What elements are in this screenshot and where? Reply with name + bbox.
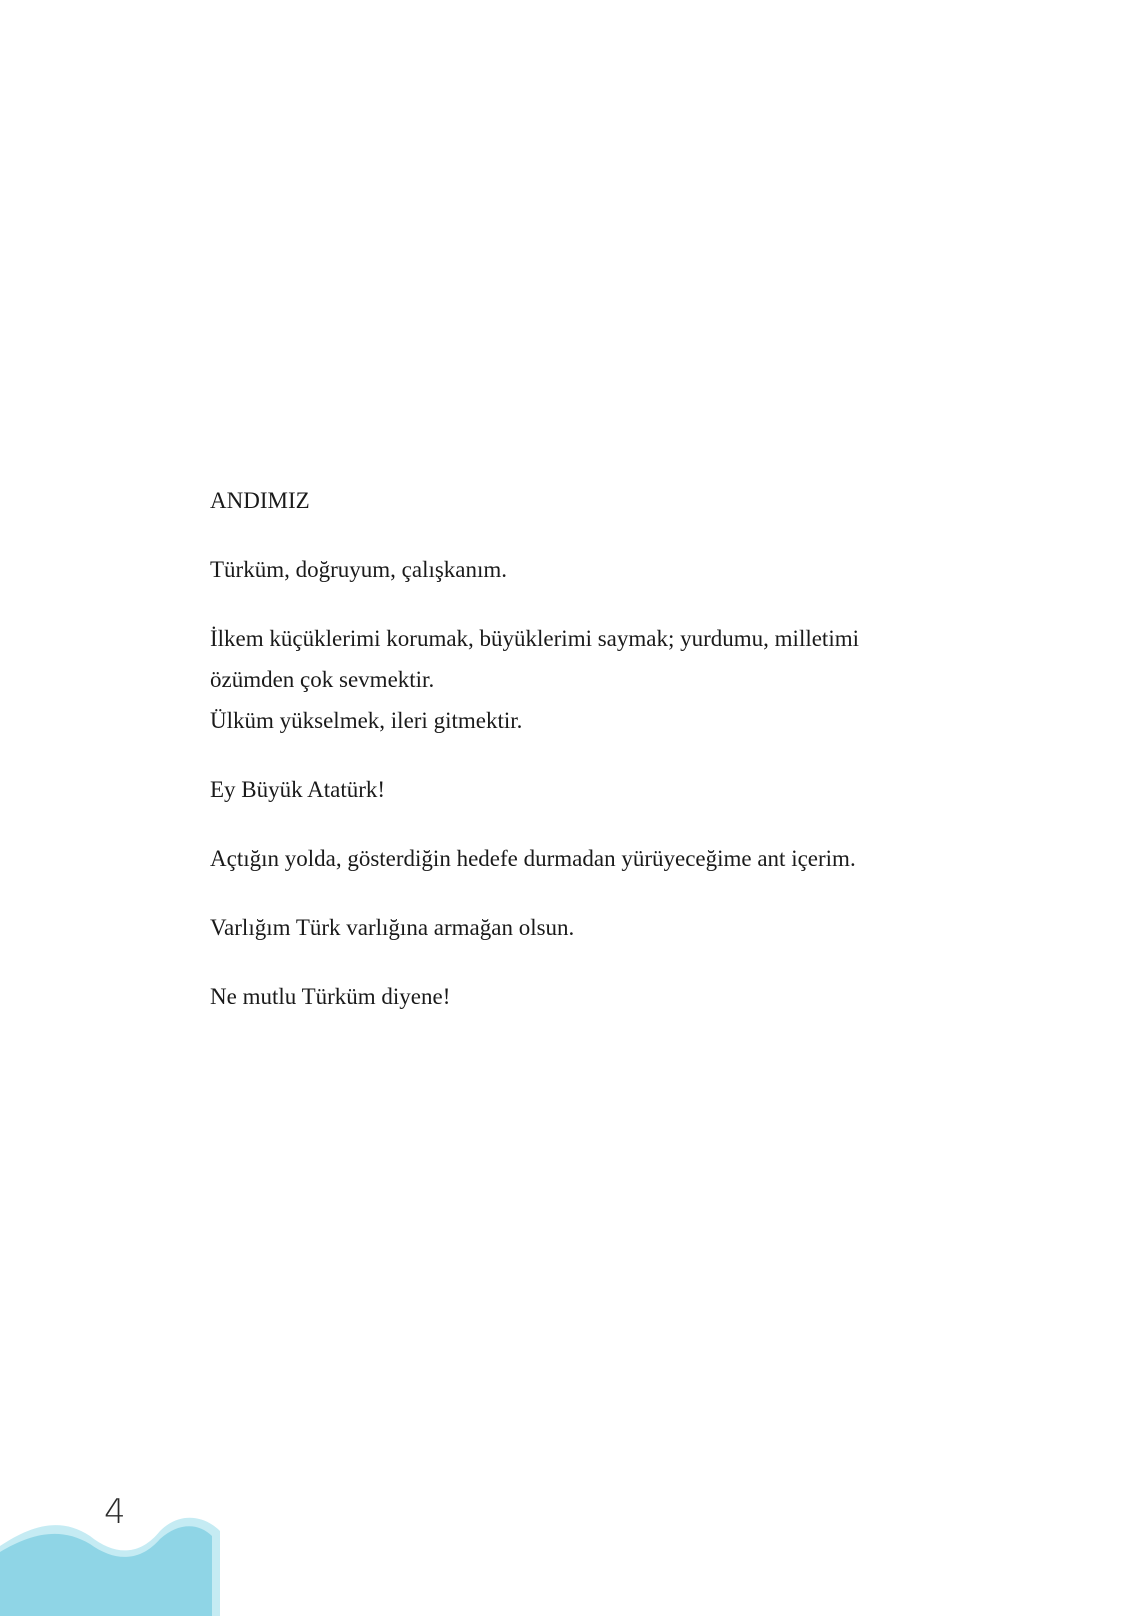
oath-line: Açtığın yolda, gösterdiğin hedefe durmadan yürüyeceğime ant içerim. [210, 846, 856, 871]
page-number: 4 [104, 1492, 126, 1532]
oath-line: özümden çok sevmektir. [210, 667, 435, 692]
oath-line: İlkem küçüklerimi korumak, büyüklerimi saymak; yurdumu, milletimi [210, 626, 859, 651]
document-title: ANDIMIZ [210, 488, 310, 513]
oath-line: Türküm, doğruyum, çalışkanım. [210, 557, 508, 582]
oath-line: Ne mutlu Türküm diyene! [210, 984, 451, 1009]
oath-line: Ey Büyük Atatürk! [210, 777, 386, 802]
oath-line: Varlığım Türk varlığına armağan olsun. [210, 915, 575, 940]
oath-text-block [210, 488, 970, 1010]
wave-fill [0, 1526, 212, 1616]
oath-line: Ülküm yükselmek, ileri gitmektir. [210, 708, 523, 733]
